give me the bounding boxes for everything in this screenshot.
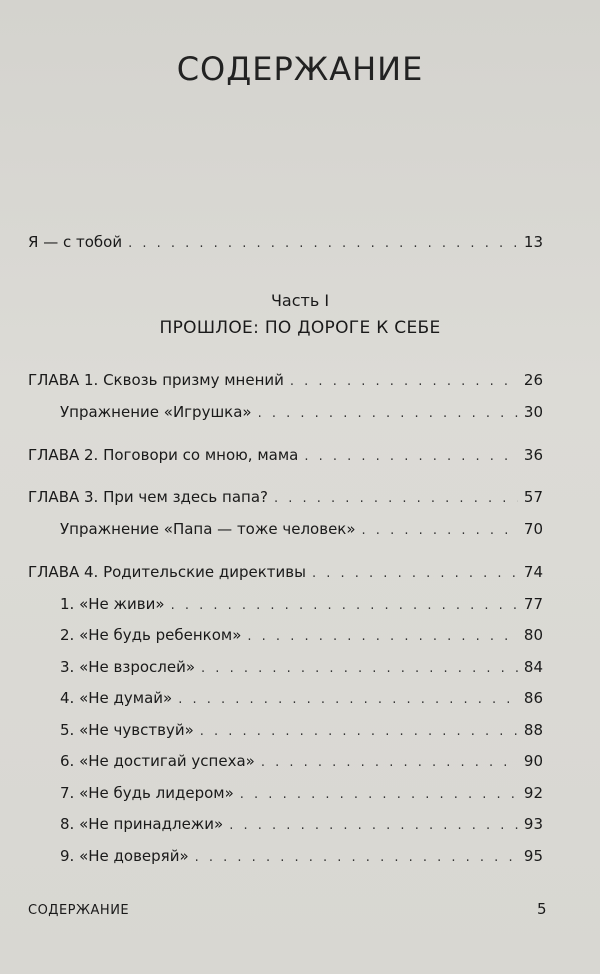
toc-entry-page: 77	[523, 595, 543, 613]
toc-entry-chapter	[28, 563, 543, 581]
dot-leader	[229, 818, 518, 833]
toc-entry-label: 8. «Не принадлежи»	[60, 815, 224, 833]
toc-entry-page: 90	[523, 752, 543, 770]
dot-leader	[247, 629, 518, 644]
toc-entry-intro	[28, 233, 543, 251]
toc-entry-page: 95	[523, 847, 543, 865]
toc-entry-label: 3. «Не взрослей»	[60, 658, 196, 676]
toc-entry-page: 30	[523, 403, 543, 421]
toc-entry-label: ГЛАВА 2. Поговори со мною, мама	[28, 446, 299, 464]
toc-entry-directive	[60, 815, 543, 833]
dot-leader	[178, 692, 518, 707]
toc-entry-page: 93	[523, 815, 543, 833]
dot-leader	[171, 598, 518, 613]
dot-leader	[258, 406, 518, 421]
toc-entry-label: Я — с тобой	[28, 233, 123, 251]
toc-entry-label: ГЛАВА 1. Сквозь призму мнений	[28, 371, 284, 389]
part-heading: Часть I	[270, 291, 330, 310]
dot-leader	[201, 661, 518, 676]
dot-leader	[240, 787, 518, 802]
toc-entry-label: 9. «Не доверяй»	[60, 847, 189, 865]
part-title: ПРОШЛОЕ: ПО ДОРОГЕ К СЕБЕ	[159, 318, 441, 338]
toc-entry-page: 80	[523, 626, 543, 644]
dot-leader	[304, 449, 518, 464]
toc-entry-directive	[60, 658, 543, 676]
toc-entry-label: ГЛАВА 4. Родительские директивы	[28, 563, 306, 581]
toc-entry-page: 84	[523, 658, 543, 676]
toc-entry-chapter	[28, 488, 543, 506]
toc-entry-page: 86	[523, 689, 543, 707]
dot-leader	[312, 566, 518, 581]
toc-entry-label: 4. «Не думай»	[60, 689, 173, 707]
toc-entry-directive	[60, 752, 543, 770]
dot-leader	[362, 523, 518, 538]
running-head: СОДЕРЖАНИЕ	[28, 903, 130, 918]
page-number: 5	[537, 900, 547, 918]
dot-leader	[290, 374, 518, 389]
toc-entry-chapter	[28, 371, 543, 389]
toc-entry-page: 26	[523, 371, 543, 389]
dot-leader	[128, 236, 518, 251]
toc-entry-exercise	[60, 520, 543, 538]
toc-entry-label: Упражнение «Папа — тоже человек»	[60, 520, 356, 538]
toc-entry-page: 57	[523, 488, 543, 506]
page-title: СОДЕРЖАНИЕ	[176, 50, 424, 88]
toc-entry-directive	[60, 595, 543, 613]
dot-leader	[200, 724, 518, 739]
toc-entry-label: 5. «Не чувствуй»	[60, 721, 194, 739]
toc-entry-directive	[60, 689, 543, 707]
toc-entry-page: 74	[523, 563, 543, 581]
toc-entry-page: 13	[523, 233, 543, 251]
toc-entry-label: 6. «Не достигай успеха»	[60, 752, 255, 770]
toc-entry-label: Упражнение «Игрушка»	[60, 403, 252, 421]
dot-leader	[261, 755, 518, 770]
toc-entry-label: 1. «Не живи»	[60, 595, 165, 613]
toc-entry-label: 2. «Не будь ребенком»	[60, 626, 242, 644]
toc-entry-directive	[60, 721, 543, 739]
toc-entry-label: 7. «Не будь лидером»	[60, 784, 234, 802]
dot-leader	[195, 850, 518, 865]
toc-entry-label: ГЛАВА 3. При чем здесь папа?	[28, 488, 268, 506]
toc-entry-chapter	[28, 446, 543, 464]
toc-entry-page: 36	[523, 446, 543, 464]
toc-entry-directive	[60, 626, 543, 644]
toc-entry-page: 92	[523, 784, 543, 802]
toc-entry-page: 88	[523, 721, 543, 739]
toc-entry-directive	[60, 784, 543, 802]
toc-entry-exercise	[60, 403, 543, 421]
toc-entry-directive	[60, 847, 543, 865]
toc-entry-page: 70	[523, 520, 543, 538]
dot-leader	[274, 491, 518, 506]
